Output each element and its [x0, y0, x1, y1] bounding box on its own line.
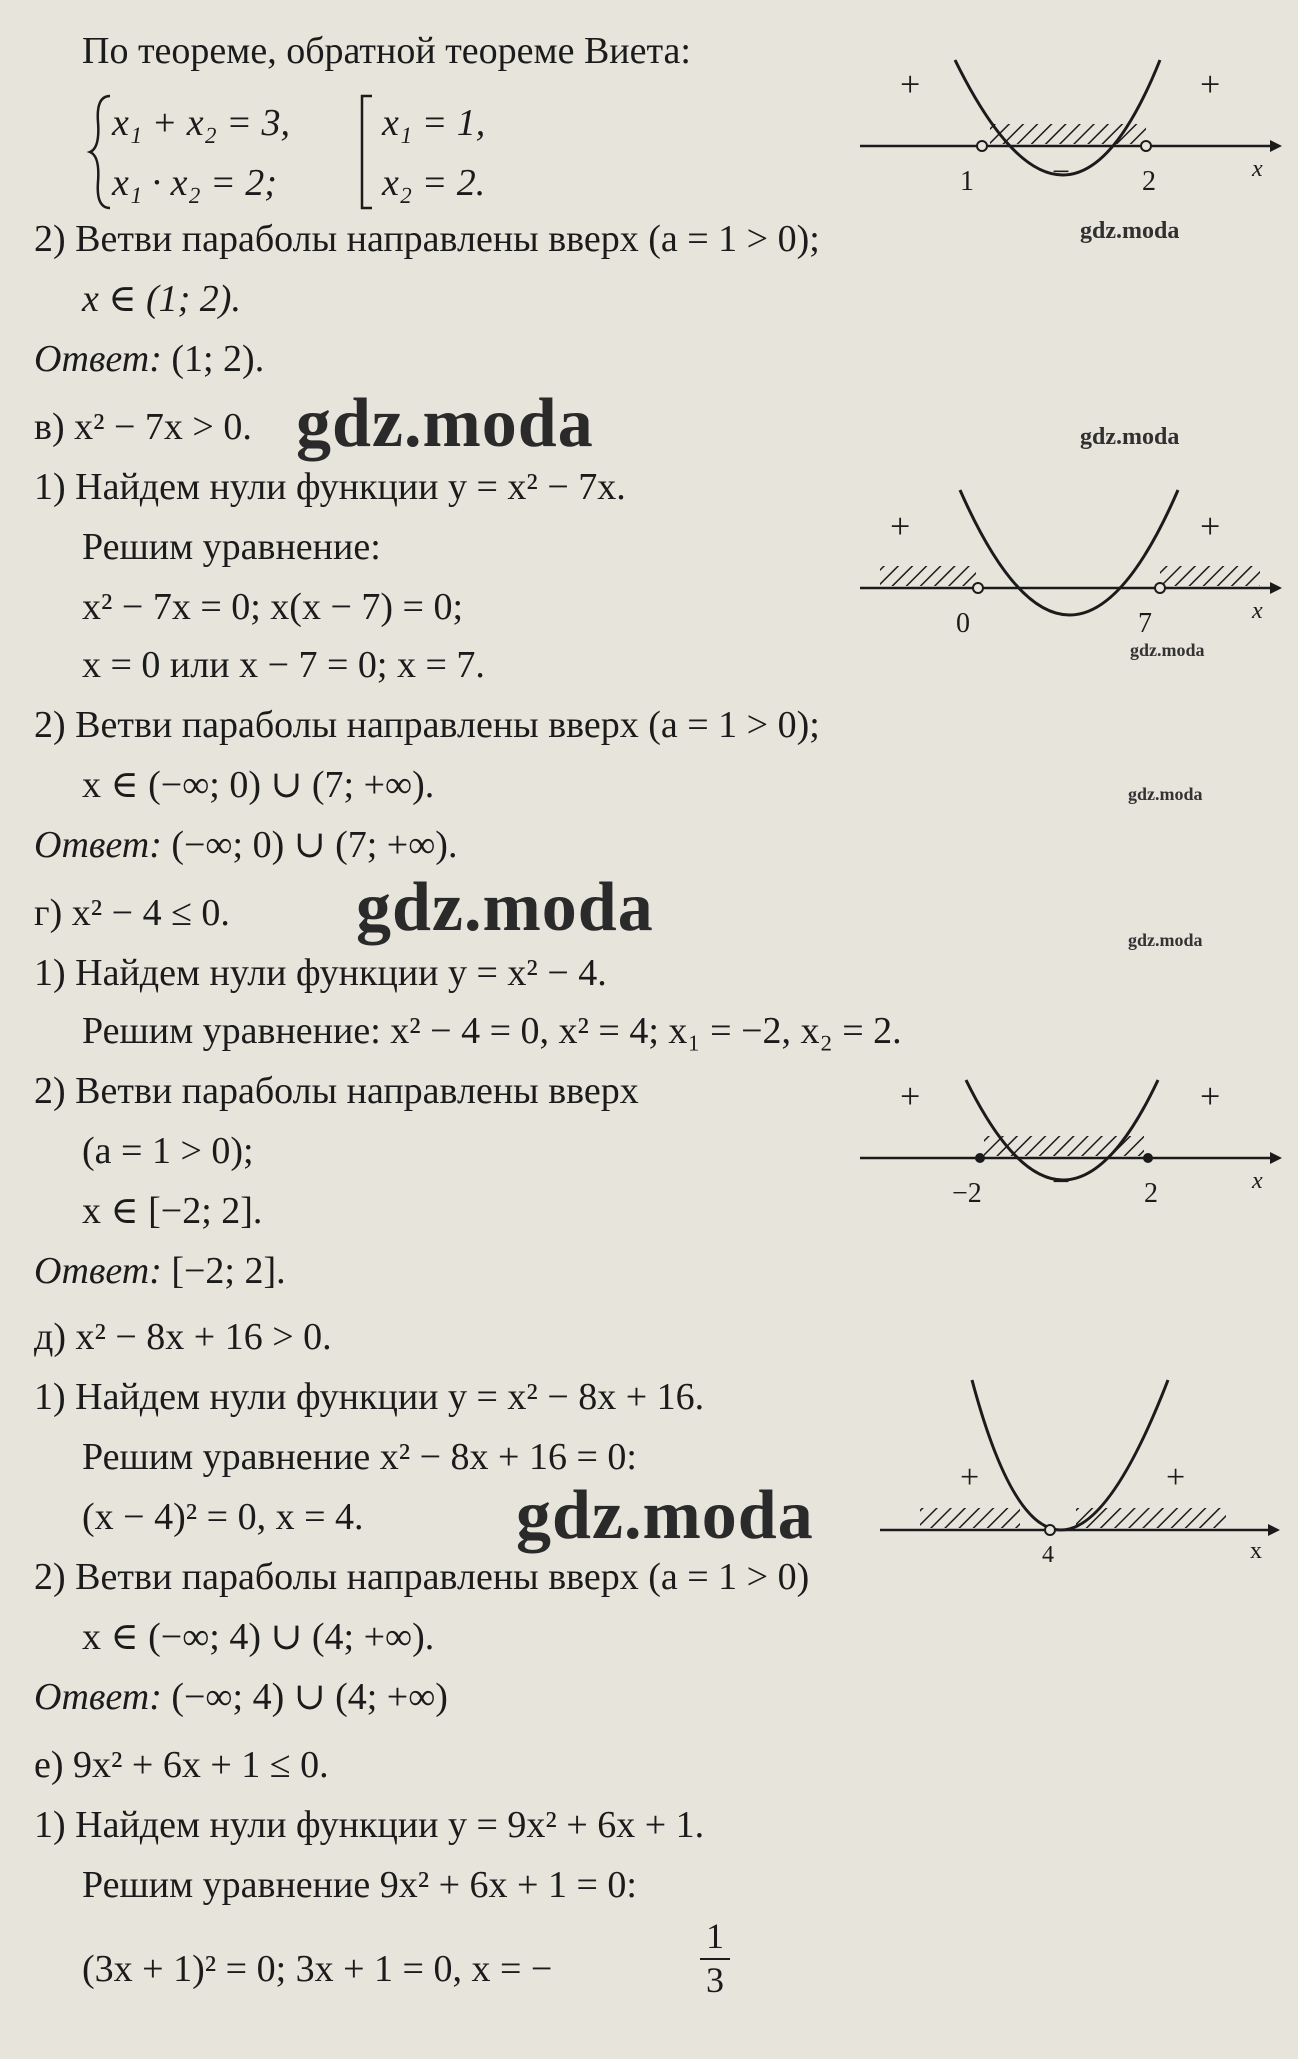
text-line: x ∈ (1; 2).	[82, 278, 241, 320]
watermark-small: gdz.moda	[1080, 424, 1180, 450]
axis-label: x	[1252, 598, 1263, 624]
text-line: Решим уравнение x² − 8x + 16 = 0:	[82, 1436, 637, 1478]
watermark-small: gdz.moda	[1128, 930, 1203, 950]
axis-label: x	[1252, 156, 1263, 182]
text-line: 2) Ветви параболы направлены вверх	[34, 1070, 639, 1112]
axis-label: x	[1250, 1538, 1262, 1564]
root-point	[973, 583, 983, 593]
parabola-curve	[960, 490, 1178, 615]
root-point	[1045, 1525, 1055, 1535]
text-line: 1) Найдем нули функции y = 9x² + 6x + 1.	[34, 1804, 705, 1846]
axis-arrow	[1270, 1152, 1282, 1164]
answer-value: (−∞; 0) ∪ (7; +∞).	[171, 824, 458, 866]
answer-line	[34, 340, 264, 378]
text-line: x ∈ (−∞; 0) ∪ (7; +∞).	[82, 764, 435, 806]
root-point	[1143, 1153, 1153, 1163]
text-line: е) 9x² + 6x + 1 ≤ 0.	[34, 1744, 329, 1786]
answer-label: Ответ:	[34, 1250, 162, 1292]
root-label: 2	[1144, 1178, 1158, 1209]
answer-label: Ответ:	[34, 824, 162, 866]
text-line: x ∈ [−2; 2].	[82, 1190, 263, 1232]
plus-sign: +	[960, 1459, 980, 1496]
root-label: −2	[952, 1178, 982, 1209]
root-point	[975, 1153, 985, 1163]
plus-sign: +	[1200, 64, 1221, 104]
text-line: (x − 4)² = 0, x = 4.	[82, 1496, 364, 1538]
parabola-graph-1	[860, 60, 1280, 200]
hatch-region	[920, 1508, 1020, 1528]
text-line: в) x² − 7x > 0.	[34, 406, 252, 448]
parabola-curve	[972, 1380, 1168, 1530]
answer-value: (−∞; 4) ∪ (4; +∞)	[171, 1676, 448, 1718]
fraction-numerator: 1	[706, 1916, 724, 1956]
text-line: 2) Ветви параболы направлены вверх (a = 1 > 0)	[34, 1556, 810, 1598]
answer-value: (1; 2).	[171, 338, 265, 380]
root-label: 0	[956, 608, 970, 639]
answer-label: Ответ:	[34, 338, 162, 380]
root-point	[1141, 141, 1151, 151]
parabola-graph-3	[860, 1076, 1280, 1230]
text-line: x ∈ (−∞; 4) ∪ (4; +∞).	[82, 1616, 435, 1658]
system-eq-1: x₁ + x₂ = 3,	[112, 102, 290, 144]
axis-arrow	[1270, 140, 1282, 152]
watermark-small: gdz.moda	[1128, 784, 1203, 804]
text-line: 1) Найдем нули функции y = x² − 4.	[34, 952, 607, 994]
plus-sign: +	[900, 1076, 921, 1116]
watermark-big: gdz.moda	[296, 385, 594, 462]
plus-sign: +	[1200, 1076, 1221, 1116]
parabola-graph-2	[860, 490, 1280, 640]
text-line: Решим уравнение: x² − 4 = 0, x² = 4; x₁ = −2, x₂ = 2.	[82, 1010, 902, 1052]
answer-label: Ответ:	[34, 1676, 162, 1718]
text-line: г) x² − 4 ≤ 0.	[34, 892, 230, 934]
text-line: (a = 1 > 0);	[82, 1130, 254, 1172]
text-line: x² − 7x = 0; x(x − 7) = 0;	[82, 586, 464, 628]
root-point	[977, 141, 987, 151]
text-line: д) x² − 8x + 16 > 0.	[34, 1316, 332, 1358]
answer-value: [−2; 2].	[171, 1250, 286, 1292]
answer-line	[34, 826, 457, 864]
text-line: (3x + 1)² = 0; 3x + 1 = 0, x = −	[82, 1948, 553, 1990]
text-line: Решим уравнение:	[82, 526, 381, 568]
text-line: x = 0 или x − 7 = 0; x = 7.	[82, 644, 485, 686]
root-label: 1	[960, 166, 974, 197]
text-line: 2) Ветви параболы направлены вверх (a = 1 > 0);	[34, 704, 820, 746]
answer-line	[34, 1678, 448, 1716]
parabola-graph-4	[880, 1380, 1280, 1570]
root-label: 2	[1142, 166, 1156, 197]
axis-arrow	[1270, 582, 1282, 594]
hatch-region	[880, 566, 976, 586]
plus-sign: +	[1200, 506, 1221, 546]
plus-sign: +	[900, 64, 921, 104]
root-label: 7	[1138, 608, 1152, 639]
plus-sign: +	[890, 506, 911, 546]
watermark-big: gdz.moda	[516, 1477, 814, 1554]
text-line: 1) Найдем нули функции y = x² − 8x + 16.	[34, 1376, 705, 1418]
watermark-small: gdz.moda	[1130, 640, 1205, 660]
fraction-denominator: 3	[706, 1960, 724, 2000]
fraction	[700, 1918, 730, 1998]
text-line: 2) Ветви параболы направлены вверх (a = 1 > 0);	[34, 218, 820, 260]
axis-label: x	[1252, 1168, 1263, 1194]
answer-line	[34, 1252, 286, 1290]
root-point	[1155, 583, 1165, 593]
set-eq-1: x₁ = 1,	[382, 102, 486, 144]
watermark-small: gdz.moda	[1080, 218, 1180, 244]
minus-sign: −	[1052, 1163, 1071, 1199]
axis-arrow	[1268, 1524, 1280, 1536]
root-label: 4	[1042, 1542, 1054, 1568]
text-line: Решим уравнение 9x² + 6x + 1 = 0:	[82, 1864, 637, 1906]
watermark-big: gdz.moda	[356, 869, 654, 946]
text-line: 1) Найдем нули функции y = x² − 7x.	[34, 466, 626, 508]
plus-sign: +	[1166, 1459, 1186, 1496]
set-bracket	[358, 92, 378, 212]
system-eq-2: x₁ · x₂ = 2;	[112, 162, 277, 204]
set-eq-2: x₂ = 2.	[382, 162, 486, 204]
minus-sign: −	[1052, 153, 1071, 189]
text-line: По теореме, обратной теореме Виета:	[82, 30, 691, 72]
hatch-region	[1160, 566, 1260, 586]
